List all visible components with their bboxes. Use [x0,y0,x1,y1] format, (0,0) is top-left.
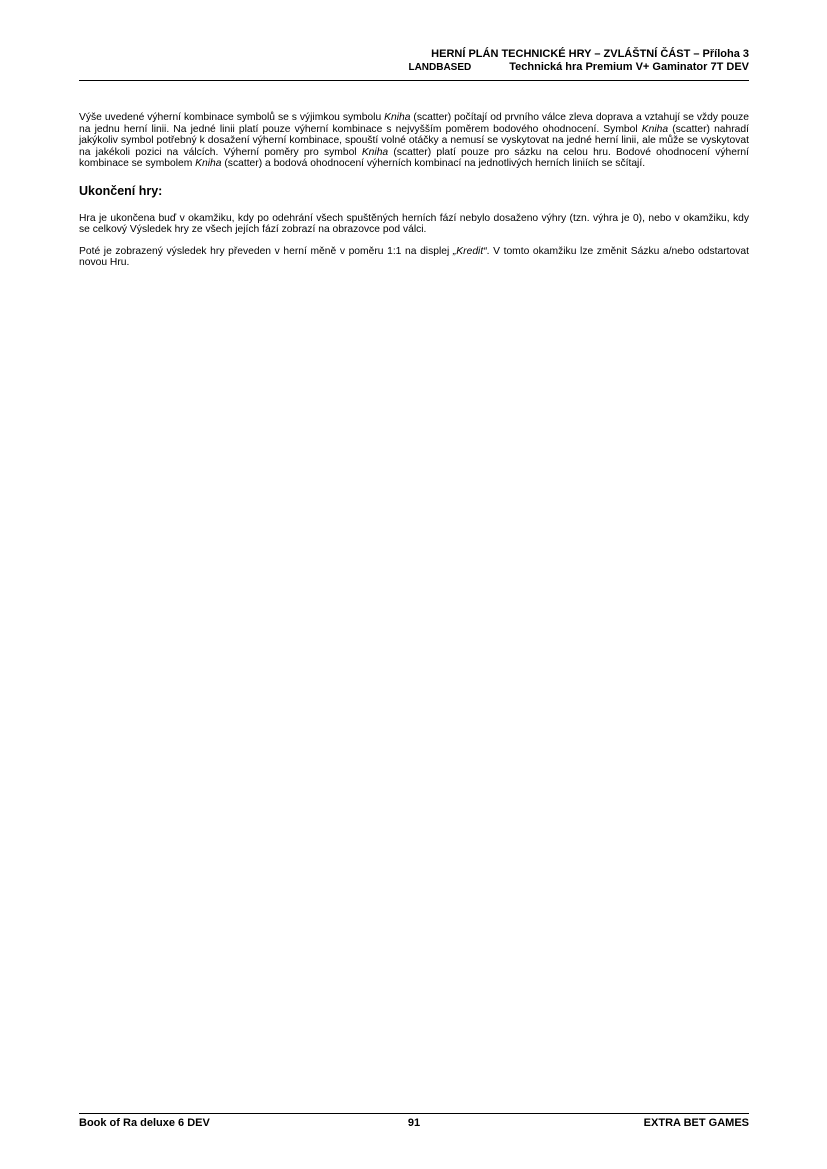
emphasized-text: Kniha [641,123,669,135]
text-run: (scatter) nahradí jakýkoliv symbol potřebný k dosažení výherní kombinace, spouští volné otáčky a nemusí se vyskytovat na jedné herní linii, ale může se vyskytovat na jakékoli pozici na válcích. Výherní poměry pro symbol [79,123,750,158]
text-run: Poté je zobrazený výsledek hry převeden v herní měně v poměru 1:1 na displej [79,245,453,257]
emphasized-text: Kniha [384,112,411,123]
footer-game-title: Book of Ra deluxe 6 DEV [79,1117,210,1129]
text-run: (scatter) platí pouze pro sázku na celou hru. Bodové ohodnocení výherní kombinace se symbolem [79,146,749,169]
header-subline [79,61,749,74]
paragraph-winning-combinations [79,112,749,170]
text-run: (scatter) počítají od prvního válce zleva doprava a vztahují se vždy pouze na jednu herní linii. Na jedné linii platí pouze výherní kombinace s nejvyšším poměrem bodového ohodnocení. Symbol [79,112,750,135]
header-title: HERNÍ PLÁN TECHNICKÉ HRY – ZVLÁŠTNÍ ČÁST – Příloha 3 [431,48,749,60]
text-run: Výše uvedené výherní kombinace symbolů se s výjimkou symbolu [79,112,385,123]
paragraph-game-end: Hra je ukončena buď v okamžiku, kdy po odehrání všech spuštěných herních fází nebylo dosaženo výhry (tzn. výhra je 0), nebo v okamžiku, kdy se celkový Výsledek hry ze všech jejích fází zobrazí na obrazovce pod válci. [79,212,749,235]
document-body [79,112,749,269]
header-game-name: Technická hra Premium V+ Gaminator 7T DEV [509,61,749,73]
emphasized-text: Kniha [361,146,389,158]
emphasized-text: „Kredit“ [452,245,487,257]
emphasized-text: Kniha [195,158,222,169]
footer-company: EXTRA BET GAMES [643,1117,749,1129]
text-run: . V tomto okamžiku lze změnit Sázku a/nebo odstartovat novou Hru. [79,245,749,268]
header-landbased: LANDBASED [408,62,472,73]
page-footer [79,1113,749,1130]
paragraph-credit-transfer [79,246,749,269]
section-title-game-end: Ukončení hry: [79,183,163,198]
text-run: (scatter) a bodová ohodnocení výherních kombinací na jednotlivých herních liniích se sčítají. [221,158,646,169]
page-header [79,48,749,81]
page-number: 91 [407,1117,421,1129]
